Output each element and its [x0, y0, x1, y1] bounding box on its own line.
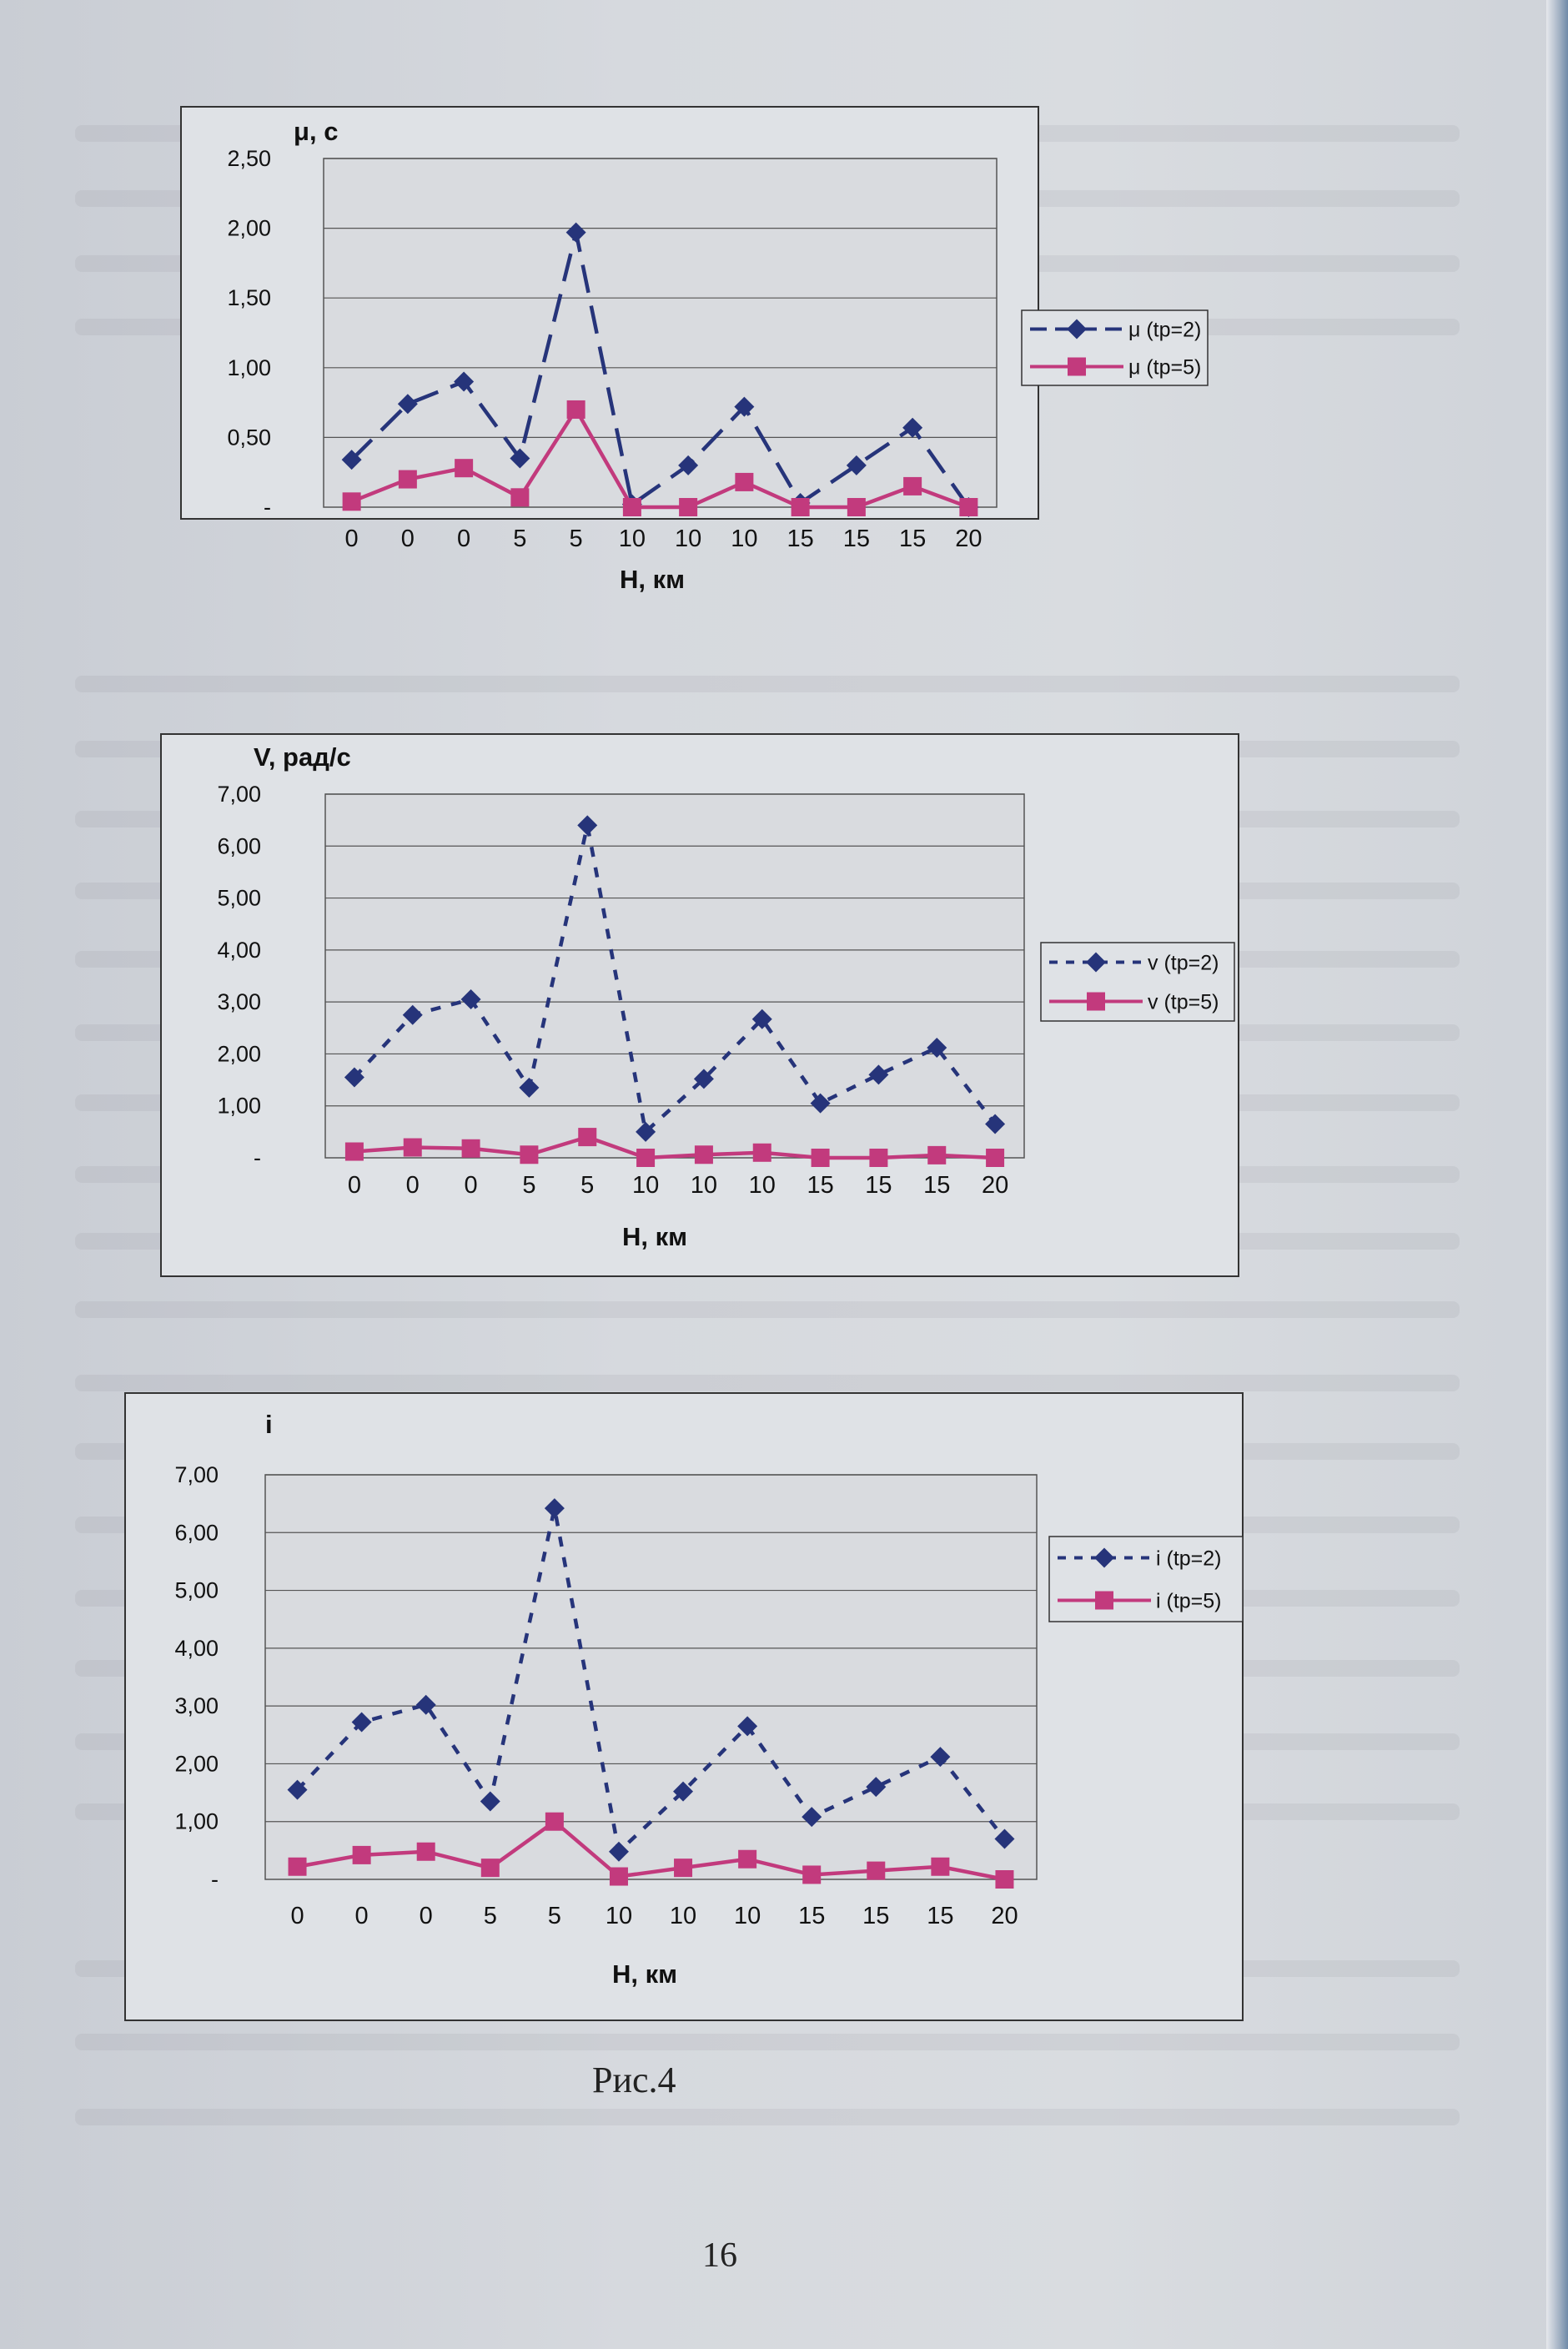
x-tick-label: 0: [400, 526, 415, 552]
x-tick-label: 20: [991, 1903, 1018, 1929]
y-tick-label: 5,00: [174, 1577, 219, 1603]
data-point: [931, 1858, 949, 1876]
legend-marker: [1095, 1592, 1113, 1610]
x-tick-label: 10: [733, 1903, 761, 1929]
data-point: [802, 1865, 821, 1884]
y-tick-label: 1,00: [217, 1093, 261, 1119]
x-tick-label: 0: [419, 1903, 433, 1929]
y-tick-label: 6,00: [174, 1520, 219, 1546]
data-point: [867, 1862, 885, 1880]
y-tick-label: 4,00: [174, 1635, 219, 1661]
x-tick-label: 20: [955, 526, 983, 552]
x-tick-label: 15: [798, 1903, 826, 1929]
x-tick-label: 15: [807, 1172, 834, 1199]
legend-label: v (tp=5): [1148, 990, 1219, 1014]
y-tick-label: 2,00: [227, 215, 271, 241]
y-tick-label: 7,00: [174, 1462, 219, 1487]
x-tick-label: 5: [522, 1172, 536, 1199]
x-tick-label: 5: [580, 1172, 595, 1199]
data-point: [353, 1846, 371, 1864]
x-tick-label: 10: [690, 1172, 718, 1199]
x-tick-label: 15: [927, 1903, 954, 1929]
x-tick-label: 0: [344, 526, 359, 552]
x-tick-label: 10: [731, 526, 758, 552]
y-tick-label: -: [264, 495, 271, 520]
y-axis-title: V, рад/с: [254, 742, 351, 772]
x-tick-label: 10: [631, 1172, 660, 1199]
x-axis-title: H, км: [611, 1959, 678, 1989]
x-axis-title: H, км: [621, 1222, 688, 1251]
y-tick-label: 2,00: [217, 1041, 261, 1067]
x-tick-label: 15: [842, 526, 871, 552]
y-axis-title: i: [265, 1410, 273, 1439]
x-tick-label: 5: [483, 1903, 497, 1929]
x-tick-label: 5: [547, 1903, 561, 1929]
x-tick-label: 10: [669, 1903, 697, 1929]
x-tick-label: 10: [618, 526, 646, 552]
legend-label: v (tp=2): [1148, 951, 1219, 975]
x-axis-title: H, км: [619, 565, 686, 594]
x-tick-label: 0: [405, 1172, 420, 1199]
x-tick-label: 5: [569, 526, 583, 552]
y-tick-label: -: [254, 1145, 261, 1170]
y-tick-label: 1,00: [174, 1808, 219, 1834]
y-tick-label: 2,50: [227, 146, 271, 171]
legend-label: μ (tp=5): [1128, 355, 1202, 380]
legend-label: μ (tp=2): [1128, 318, 1202, 342]
plot-area: [265, 1475, 1037, 1879]
data-point: [674, 1859, 692, 1877]
y-tick-label: 7,00: [217, 782, 261, 807]
y-tick-label: 0,50: [227, 425, 271, 450]
x-tick-label: 10: [605, 1903, 633, 1929]
y-tick-label: 1,50: [227, 285, 271, 311]
x-tick-label: 10: [674, 526, 702, 552]
data-point: [289, 1858, 307, 1876]
legend-label: i (tp=5): [1156, 1589, 1222, 1613]
data-point: [417, 1843, 435, 1861]
legend: [1049, 1537, 1243, 1622]
y-axis-title: μ, с: [294, 117, 339, 146]
x-tick-label: 20: [981, 1172, 1009, 1199]
x-tick-label: 0: [457, 526, 471, 552]
y-tick-label: 4,00: [217, 937, 261, 963]
figure-caption: Рис.4: [592, 2060, 676, 2100]
y-tick-label: 3,00: [174, 1693, 219, 1719]
x-tick-label: 15: [865, 1172, 892, 1199]
x-tick-label: 10: [748, 1172, 776, 1199]
legend-label: i (tp=2): [1156, 1547, 1222, 1571]
y-tick-label: 3,00: [217, 989, 261, 1015]
data-point: [545, 1813, 564, 1831]
data-point: [610, 1868, 628, 1886]
y-tick-label: 2,00: [174, 1751, 219, 1777]
y-tick-label: 1,00: [227, 355, 271, 380]
y-tick-label: 6,00: [217, 833, 261, 859]
data-point: [481, 1859, 500, 1877]
x-tick-label: 0: [354, 1903, 369, 1929]
data-point: [995, 1870, 1013, 1889]
y-tick-label: 5,00: [217, 885, 261, 911]
data-point: [738, 1850, 756, 1869]
y-tick-label: -: [211, 1867, 219, 1892]
x-tick-label: 0: [464, 1172, 478, 1199]
x-tick-label: 15: [923, 1172, 951, 1199]
x-tick-label: 5: [513, 526, 527, 552]
x-tick-label: 15: [898, 526, 927, 552]
x-tick-label: 15: [787, 526, 814, 552]
x-tick-label: 0: [290, 1903, 304, 1929]
x-tick-label: 15: [862, 1903, 890, 1929]
x-tick-label: 0: [347, 1172, 361, 1199]
page-number: 16: [702, 2236, 737, 2275]
